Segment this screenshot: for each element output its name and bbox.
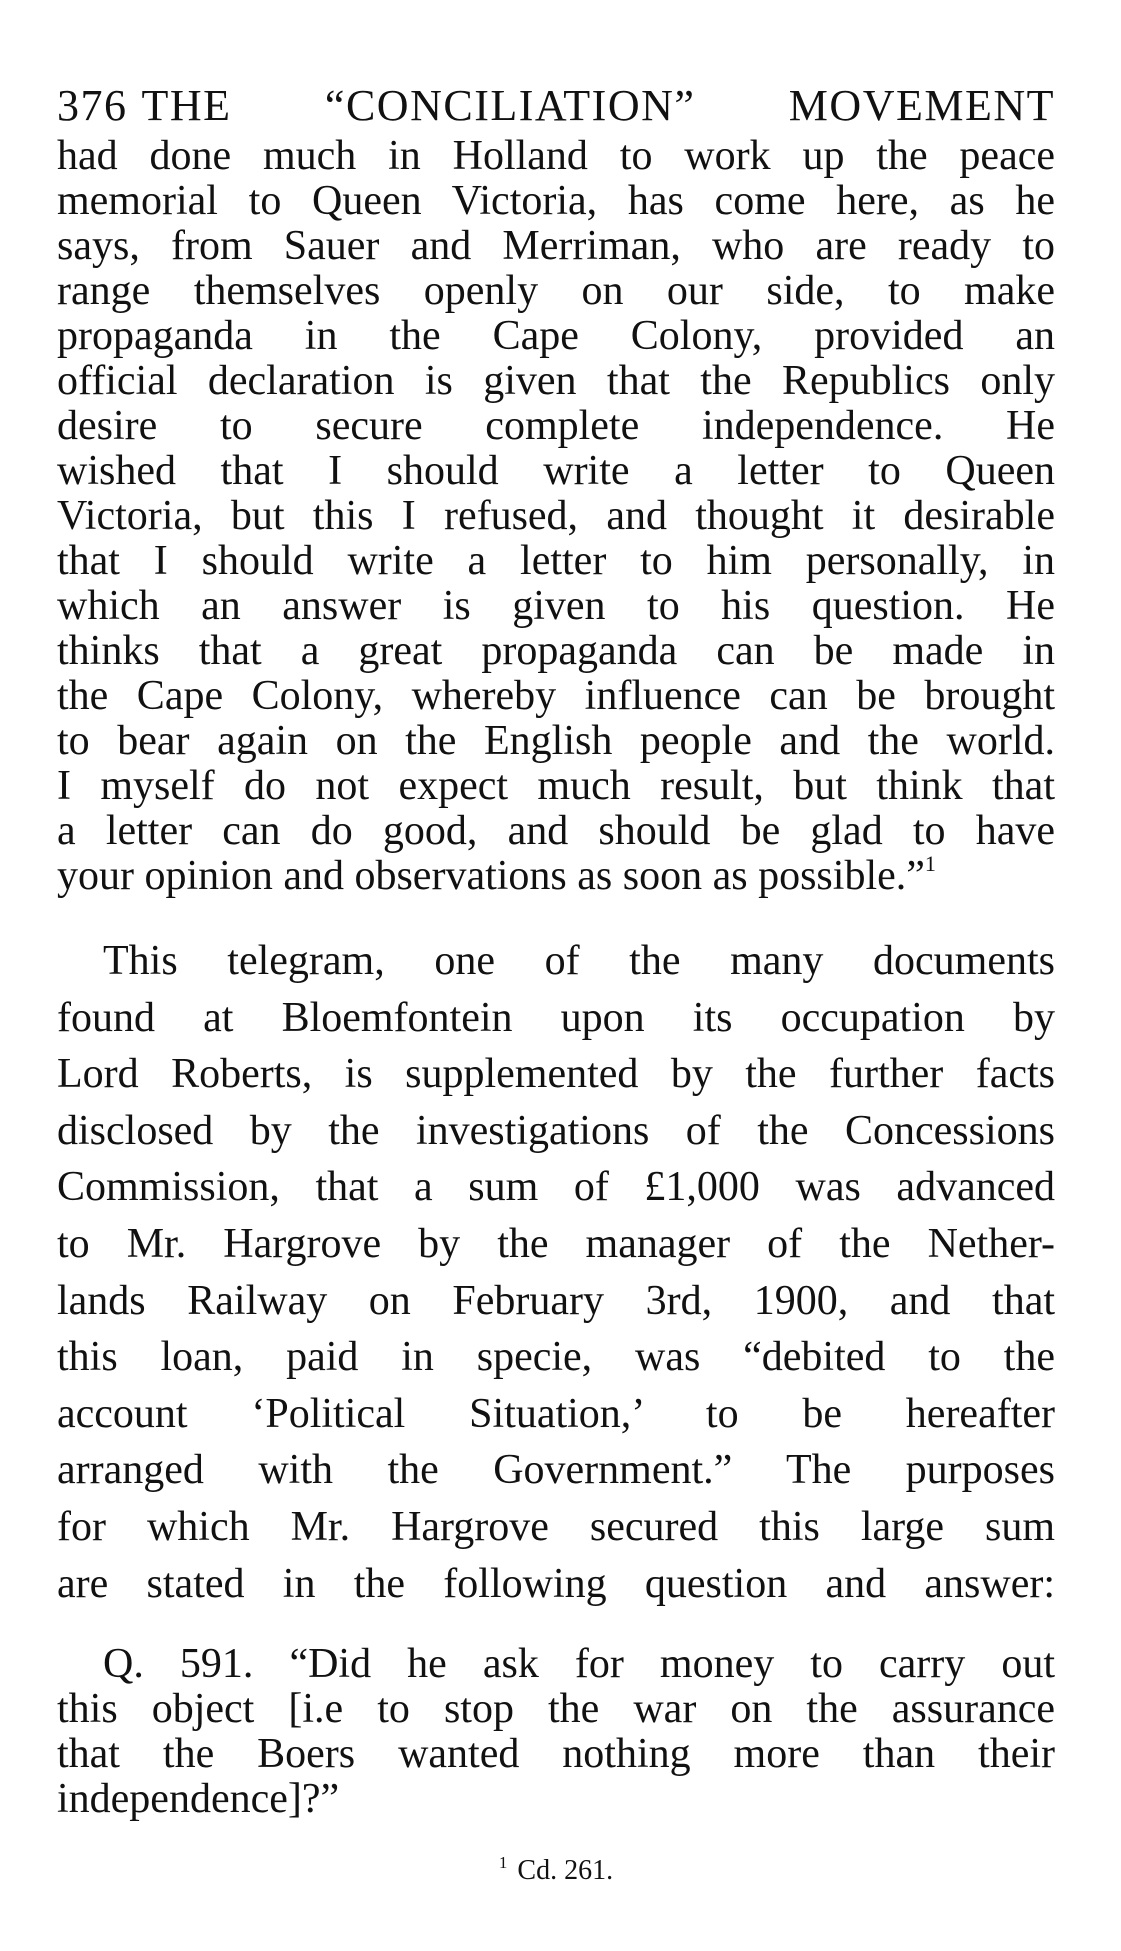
- paragraph-line: Commission, that a sum of £1,000 was advanced: [57, 1164, 1055, 1211]
- quote-last-line: [57, 851, 1055, 899]
- quote-line: official declaration is given that the Republics only: [57, 358, 1055, 404]
- paragraph-line: this loan, paid in specie, was “debited to the: [57, 1334, 1055, 1381]
- paragraph-line: to Mr. Hargrove by the manager of the Nether-: [57, 1220, 1055, 1267]
- quote-line: a letter can do good, and should be glad to have: [57, 808, 1055, 854]
- quote-line: I myself do not expect much result, but think that: [57, 763, 1055, 809]
- quote-line: wished that I should write a letter to Queen: [57, 448, 1055, 494]
- question-line: that the Boers wanted nothing more than their: [57, 1731, 1055, 1778]
- quote-line: the Cape Colony, whereby influence can be brought: [57, 673, 1055, 719]
- page-number: 376: [57, 81, 128, 130]
- footnote-text: Cd. 261.: [517, 1855, 614, 1887]
- question-block: [57, 1642, 1055, 1822]
- question-line: Q. 591. “Did he ask for money to carry out: [103, 1641, 1055, 1688]
- paragraph-line: found at Bloemfontein upon its occupation by: [57, 994, 1055, 1041]
- chapter-title: THE “CONCILIATION” MOVEMENT: [141, 81, 1055, 130]
- question-line: this object [i.e to stop the war on the assurance: [57, 1686, 1055, 1733]
- question-line: independence]?”: [57, 1776, 340, 1823]
- quote-line: to bear again on the English people and the world.: [57, 718, 1055, 764]
- paragraph-line: for which Mr. Hargrove secured this large sum: [57, 1503, 1055, 1550]
- paragraph-line: Lord Roberts, is supplemented by the further facts: [57, 1051, 1055, 1098]
- paragraph-line: disclosed by the investigations of the Concessions: [57, 1107, 1055, 1154]
- footnote: [57, 1854, 1055, 1888]
- paragraph-line: account ‘Political Situation,’ to be hereafter: [57, 1390, 1055, 1437]
- quoted-telegram: [57, 134, 1055, 899]
- quote-line-text: your opinion and observations as soon as possible.”: [57, 853, 925, 899]
- paragraph-line: are stated in the following question and answer:: [57, 1560, 1055, 1607]
- quote-line: propaganda in the Cape Colony, provided an: [57, 313, 1055, 359]
- quote-line: range themselves openly on our side, to make: [57, 268, 1055, 314]
- quote-line: which an answer is given to his question. He: [57, 583, 1055, 629]
- footnote-reference: 1: [924, 851, 936, 876]
- quote-line: had done much in Holland to work up the peace: [57, 133, 1055, 179]
- footnote-marker: 1: [498, 1853, 508, 1873]
- paragraph-line: This telegram, one of the many documents: [103, 938, 1055, 984]
- body-paragraph: [57, 933, 1055, 1612]
- quote-line: says, from Sauer and Merriman, who are ready to: [57, 223, 1055, 269]
- paragraph-line: arranged with the Government.” The purposes: [57, 1447, 1055, 1494]
- paragraph-line: lands Railway on February 3rd, 1900, and that: [57, 1277, 1055, 1324]
- quote-line: that I should write a letter to him personally, in: [57, 538, 1055, 584]
- quote-line: memorial to Queen Victoria, has come here, as he: [57, 178, 1055, 224]
- quote-line: Victoria, but this I refused, and thought it desirable: [57, 493, 1055, 539]
- quote-line: thinks that a great propaganda can be made in: [57, 628, 1055, 674]
- quote-line: desire to secure complete independence. He: [57, 403, 1055, 449]
- book-page: [57, 78, 1055, 1888]
- running-head: [57, 78, 1055, 134]
